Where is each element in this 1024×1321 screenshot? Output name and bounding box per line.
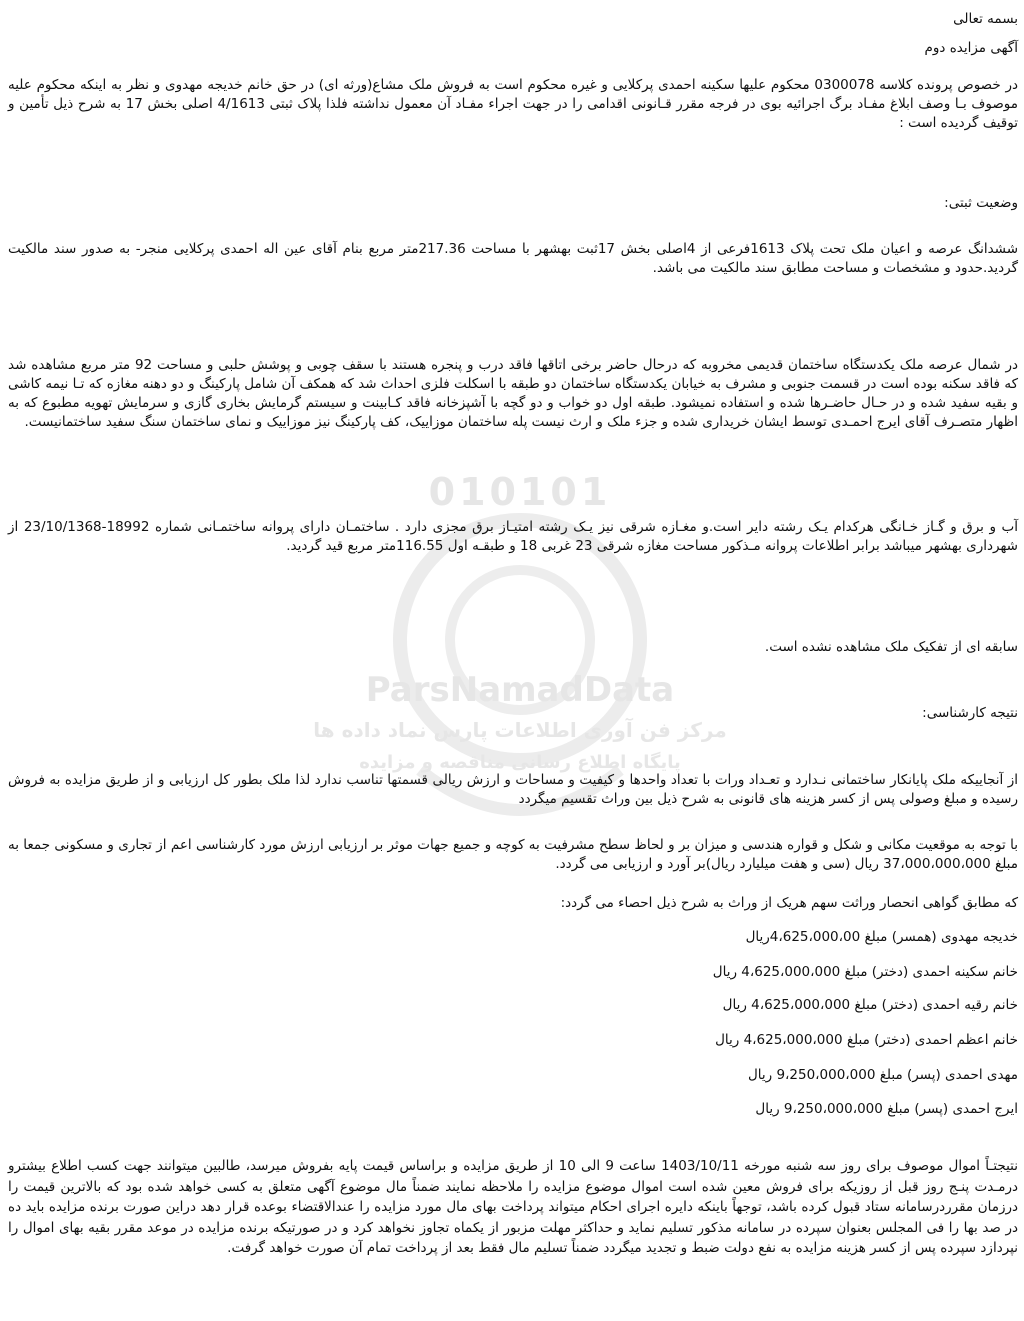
heirs-intro: که مطابق گواهی انحصار وراثت سهم هریک از وراث به شرح ذیل احصاء می گردد:	[560, 895, 1018, 911]
heir-item: خانم رقیه احمدی (دختر) مبلغ 4،625،000،000 ریال	[722, 997, 1018, 1013]
no-separation-note: سابقه ای از تفکیک ملک مشاهده نشده است.	[764, 639, 1018, 655]
registration-text: ششدانگ عرصه و اعیان ملک تحت پلاک 1613فرعی از 4اصلی بخش 17ثبت بهشهر با مساحت 217.36متر مربع بنام آقای عین اله احمدی پرکلایی منجر- به صدور سند مالکیت گردید.حدود و مشخصات و مساحت مطابق سند مالکیت می باشد.	[8, 241, 1019, 276]
intro-paragraph: در خصوص پرونده کلاسه 0300078 محکوم علیها سکینه احمدی پرکلایی و غیره محکوم است به فروش ملک مشاع(ورثه ای) در حق خانم خدیجه مهدوی و نظر به اینکه محکوم علیه موصوف بـا وصف ابلاغ مفـاد برگ اجرائیه بوی در فرجه مقرر قـانونی اقدامی را در جهت اجراء مفـاد آن معمول نداشته فلذا پلاک ثبتی 4/1613 اصلی بخش 17 به شرح ذیل تأمین و توقیف گردیده است :	[8, 77, 1019, 131]
heir-item: خانم سکینه احمدی (دختر) مبلغ 4،625،000،000 ریال	[712, 964, 1018, 980]
heir-item: خانم اعظم احمدی (دختر) مبلغ 4،625،000،000 ریال	[715, 1032, 1018, 1048]
expert-paragraph-1: از آنجاییکه ملک پایانکار ساختمانی نـدارد و تعـداد ورات با تعداد واحدها و کیفیت و مساحات و ارزش ریالی قسمتها تناسب ندارد لذا ملک بطور کل ارزیابی و از طریق مزایده به فروش رسیده و مبلغ وصولی پس از کسر هزینه های قانونی به شرح ذیل بین وراث تقسیم میگردد	[8, 772, 1018, 807]
watermark-tagline: مرکز فن آوری اطلاعات پارس نماد داده ها	[313, 718, 727, 742]
watermark-digits: 010101	[428, 470, 612, 514]
notice-title: آگهی مزایده دوم	[924, 40, 1018, 56]
heir-item: خدیجه مهدوی (همسر) مبلغ 4،625،000،00ریال	[745, 929, 1018, 945]
bismillah: بسمه تعالی	[953, 11, 1018, 27]
expert-heading: نتیجه کارشناسی:	[922, 705, 1018, 721]
heir-item: ایرج احمدی (پسر) مبلغ 9،250،000،000 ریال	[755, 1101, 1018, 1117]
expert-paragraph-2: با توجه به موقعیت مکانی و شکل و قواره هندسی و میزان بر و لحاظ سطح مشرفیت به کوچه و جمیع جهات موثر بر ارزیابی ارزش مورد کارشناسی اعم از تجاری و مسکونی جمعا به مبلغ 37،000،000،000 ریال (سی و هفت میلیارد ریال)بر آورد و ارزیابی می گردد.	[8, 837, 1018, 872]
watermark-brand: ParsNamadData	[365, 670, 675, 710]
watermark-subtitle: پایگاه اطلاع رسانی مناقصه و مزایده	[359, 752, 681, 773]
building-description: در شمال عرصه ملک یکدستگاه ساختمان قدیمی مخروبه که درحال حاضر برخی اتاقها فاقد درب و پنجره هستند با سقف چوبی و پوشش حلبی و مساحت 92 متر مربع مشاهده شد که فاقد سکنه بوده است در قسمت جنوبی و مشرف به خیابان یکدستگاه ساختمان دو طبقه با اسکلت فلزی احداث شد که همکف آن شامل پارکینگ و دو دهنه مغازه که تـا نیمه کاشی و بقیه سفید شده و در حـال حاضـرها شده و استفاده نمیشود. طبقه اول دو خواب و دو گچه با آشپزخانه فاقد کـابینت و سیستم گرمایش بخاری گازی و سرمایش تهویه مطبوع که به اظهار متصـرف آقای ایرج احمـدی توسط ایشان خریداری شده و جزء ملک و ارث نیست پله ساختمان موزاییک، کف پارکینگ نیز موزاییک و نمای ساختمان سنگ سفید ساختمانیست.	[8, 357, 1018, 430]
heir-item: مهدی احمدی (پسر) مبلغ 9،250،000،000 ریال	[747, 1067, 1018, 1083]
utilities-paragraph: آب و برق و گـاز خـانگی هرکدام یـک رشته دایر است.و مغـازه شرقی نیز یـک رشته امتیـاز برق مجزی دارد . ساختمـان دارای پروانه ساختمـانی شماره 18992-23/10/1368 از شهرداری بهشهر میباشد برابر اطلاعات پروانه مـذکور مساحت مغازه شرقی 23 غربی 18 و طبقـه اول 116.55متر مربع قید گردید.	[8, 519, 1018, 554]
conclusion-paragraph: نتیجتـاً اموال موصوف برای روز سه شنبه مورخه 1403/10/11 ساعت 9 الی 10 از طریق مزایده و براساس قیمت پایه بفروش میرسد، طالبین میتوانند جهت کسب اطلاع بیشترو درمـدت پنـج روز قبل از روزیکه برای فروش معین شده است اموال موضوع مزایده را ملاحظه نمایند ضمناً مال موضوع آگهی متعلق به کسی خواهد شده بود که بالاترین قیمت را درزمان مقرردرسامانه ستاد قبول کرده باشد، توجهاً باینکه دایره اجرای احکام میتواند پرداخت بهای مال مورد مزایده را عندالاقتضاء بوعده قرار دهد دراین صورت برنده مزایده باید ده در صد بها را فی المجلس بعنوان سپرده در سامانه مذکور تسلیم نماید و حداکثر مهلت مزبور از یکماه تجاوز نخواهد کرد و در صورتیکه برنده مزایده در موعد مقرر بقیه بهای اموال را نپردازد سپرده پس از کسر هزینه مزایده به نفع دولت ضبط و تجدید میگردد ضمناً تسلیم مال فقط بعد از پرداخت تمام آن صورت خواهد گرفت.	[8, 1158, 1019, 1256]
registration-heading: وضعیت ثبتی:	[944, 195, 1018, 211]
